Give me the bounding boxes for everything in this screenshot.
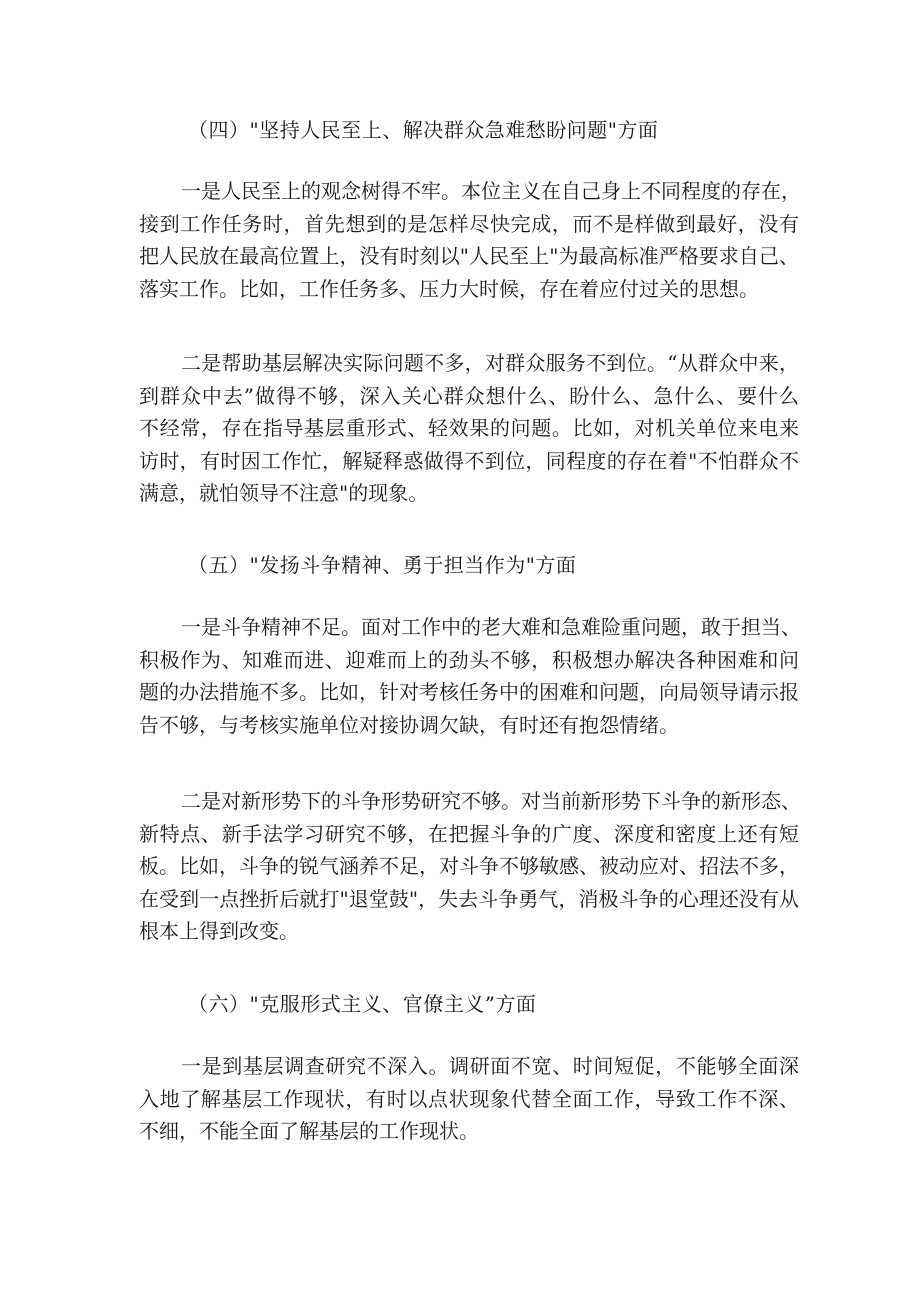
text-line: 一是到基层调查研究不深入。调研面不宽、时间短促，不能够全面深 xyxy=(181,1054,799,1078)
text-line: 接到工作任务时，首先想到的是怎样尽快完成，而不是样做到最好，没有 xyxy=(139,211,799,236)
text-line: 二是对新形势下的斗争形势研究不够。对当前新形势下斗争的新形态、 xyxy=(181,789,801,813)
text-line: 题的办法措施不多。比如，针对考核任务中的困难和问题，向局领导请示报 xyxy=(139,680,799,705)
text-line: 根本上得到改变。 xyxy=(139,919,299,944)
text-line: 落实工作。比如，工作任务多、压力大时候，存在着应付过关的思想。 xyxy=(139,276,759,301)
text-line: 在受到一点挫折后就打"退堂鼓"，失去斗争勇气，消极斗争的心理还没有从 xyxy=(139,886,799,911)
text-line: 一是斗争精神不足。面对工作中的老大难和急难险重问题，敢于担当、 xyxy=(181,615,801,639)
text-line: 访时，有时因工作忙，解疑释惑做得不到位，同程度的存在着"不怕群众不 xyxy=(139,448,799,473)
text-line: 积极作为、知难而进、迎难而上的劲头不够，积极想办解决各种困难和问 xyxy=(139,647,799,672)
section-heading-5: （五）"发扬斗争精神、勇于担当作为"方面 xyxy=(188,553,577,577)
text-line: 不细，不能全面了解基层的工作现状。 xyxy=(139,1119,479,1144)
text-line: 不经常，存在指导基层重形式、轻效果的问题。比如，对机关单位来电来 xyxy=(139,416,799,441)
paragraph-4-2 xyxy=(139,347,799,510)
text-line: 新特点、新手法学习研究不够，在把握斗争的广度、深度和密度上还有短 xyxy=(139,821,799,846)
paragraph-6-1 xyxy=(139,1050,799,1148)
text-line: 入地了解基层工作现状，有时以点状现象代替全面工作，导致工作不深、 xyxy=(139,1086,799,1111)
text-line: 到群众中去”做得不够，深入关心群众想什么、盼什么、急什么、要什么 xyxy=(139,383,799,408)
text-line: 一是人民至上的观念树得不牢。本位主义在自己身上不同程度的存在， xyxy=(181,179,801,203)
text-line: 告不够，与考核实施单位对接协调欠缺，有时还有抱怨情绪。 xyxy=(139,712,679,737)
paragraph-5-2 xyxy=(139,785,799,948)
paragraph-5-1 xyxy=(139,611,799,741)
text-line: 二是帮助基层解决实际问题不多，对群众服务不到位。“从群众中来， xyxy=(181,351,799,375)
text-line: 满意，就怕领导不注意"的现象。 xyxy=(139,481,429,506)
section-heading-6: （六）"克服形式主义、官僚主义”方面 xyxy=(188,992,537,1016)
text-line: 把人民放在最高位置上，没有时刻以"人民至上"为最高标准严格要求自己、 xyxy=(139,244,799,269)
paragraph-4-1 xyxy=(139,175,799,305)
text-line: 板。比如，斗争的锐气涵养不足，对斗争不够敏感、被动应对、招法不多， xyxy=(139,854,799,879)
section-heading-4: （四）"坚持人民至上、解决群众急难愁盼问题"方面 xyxy=(188,118,659,142)
